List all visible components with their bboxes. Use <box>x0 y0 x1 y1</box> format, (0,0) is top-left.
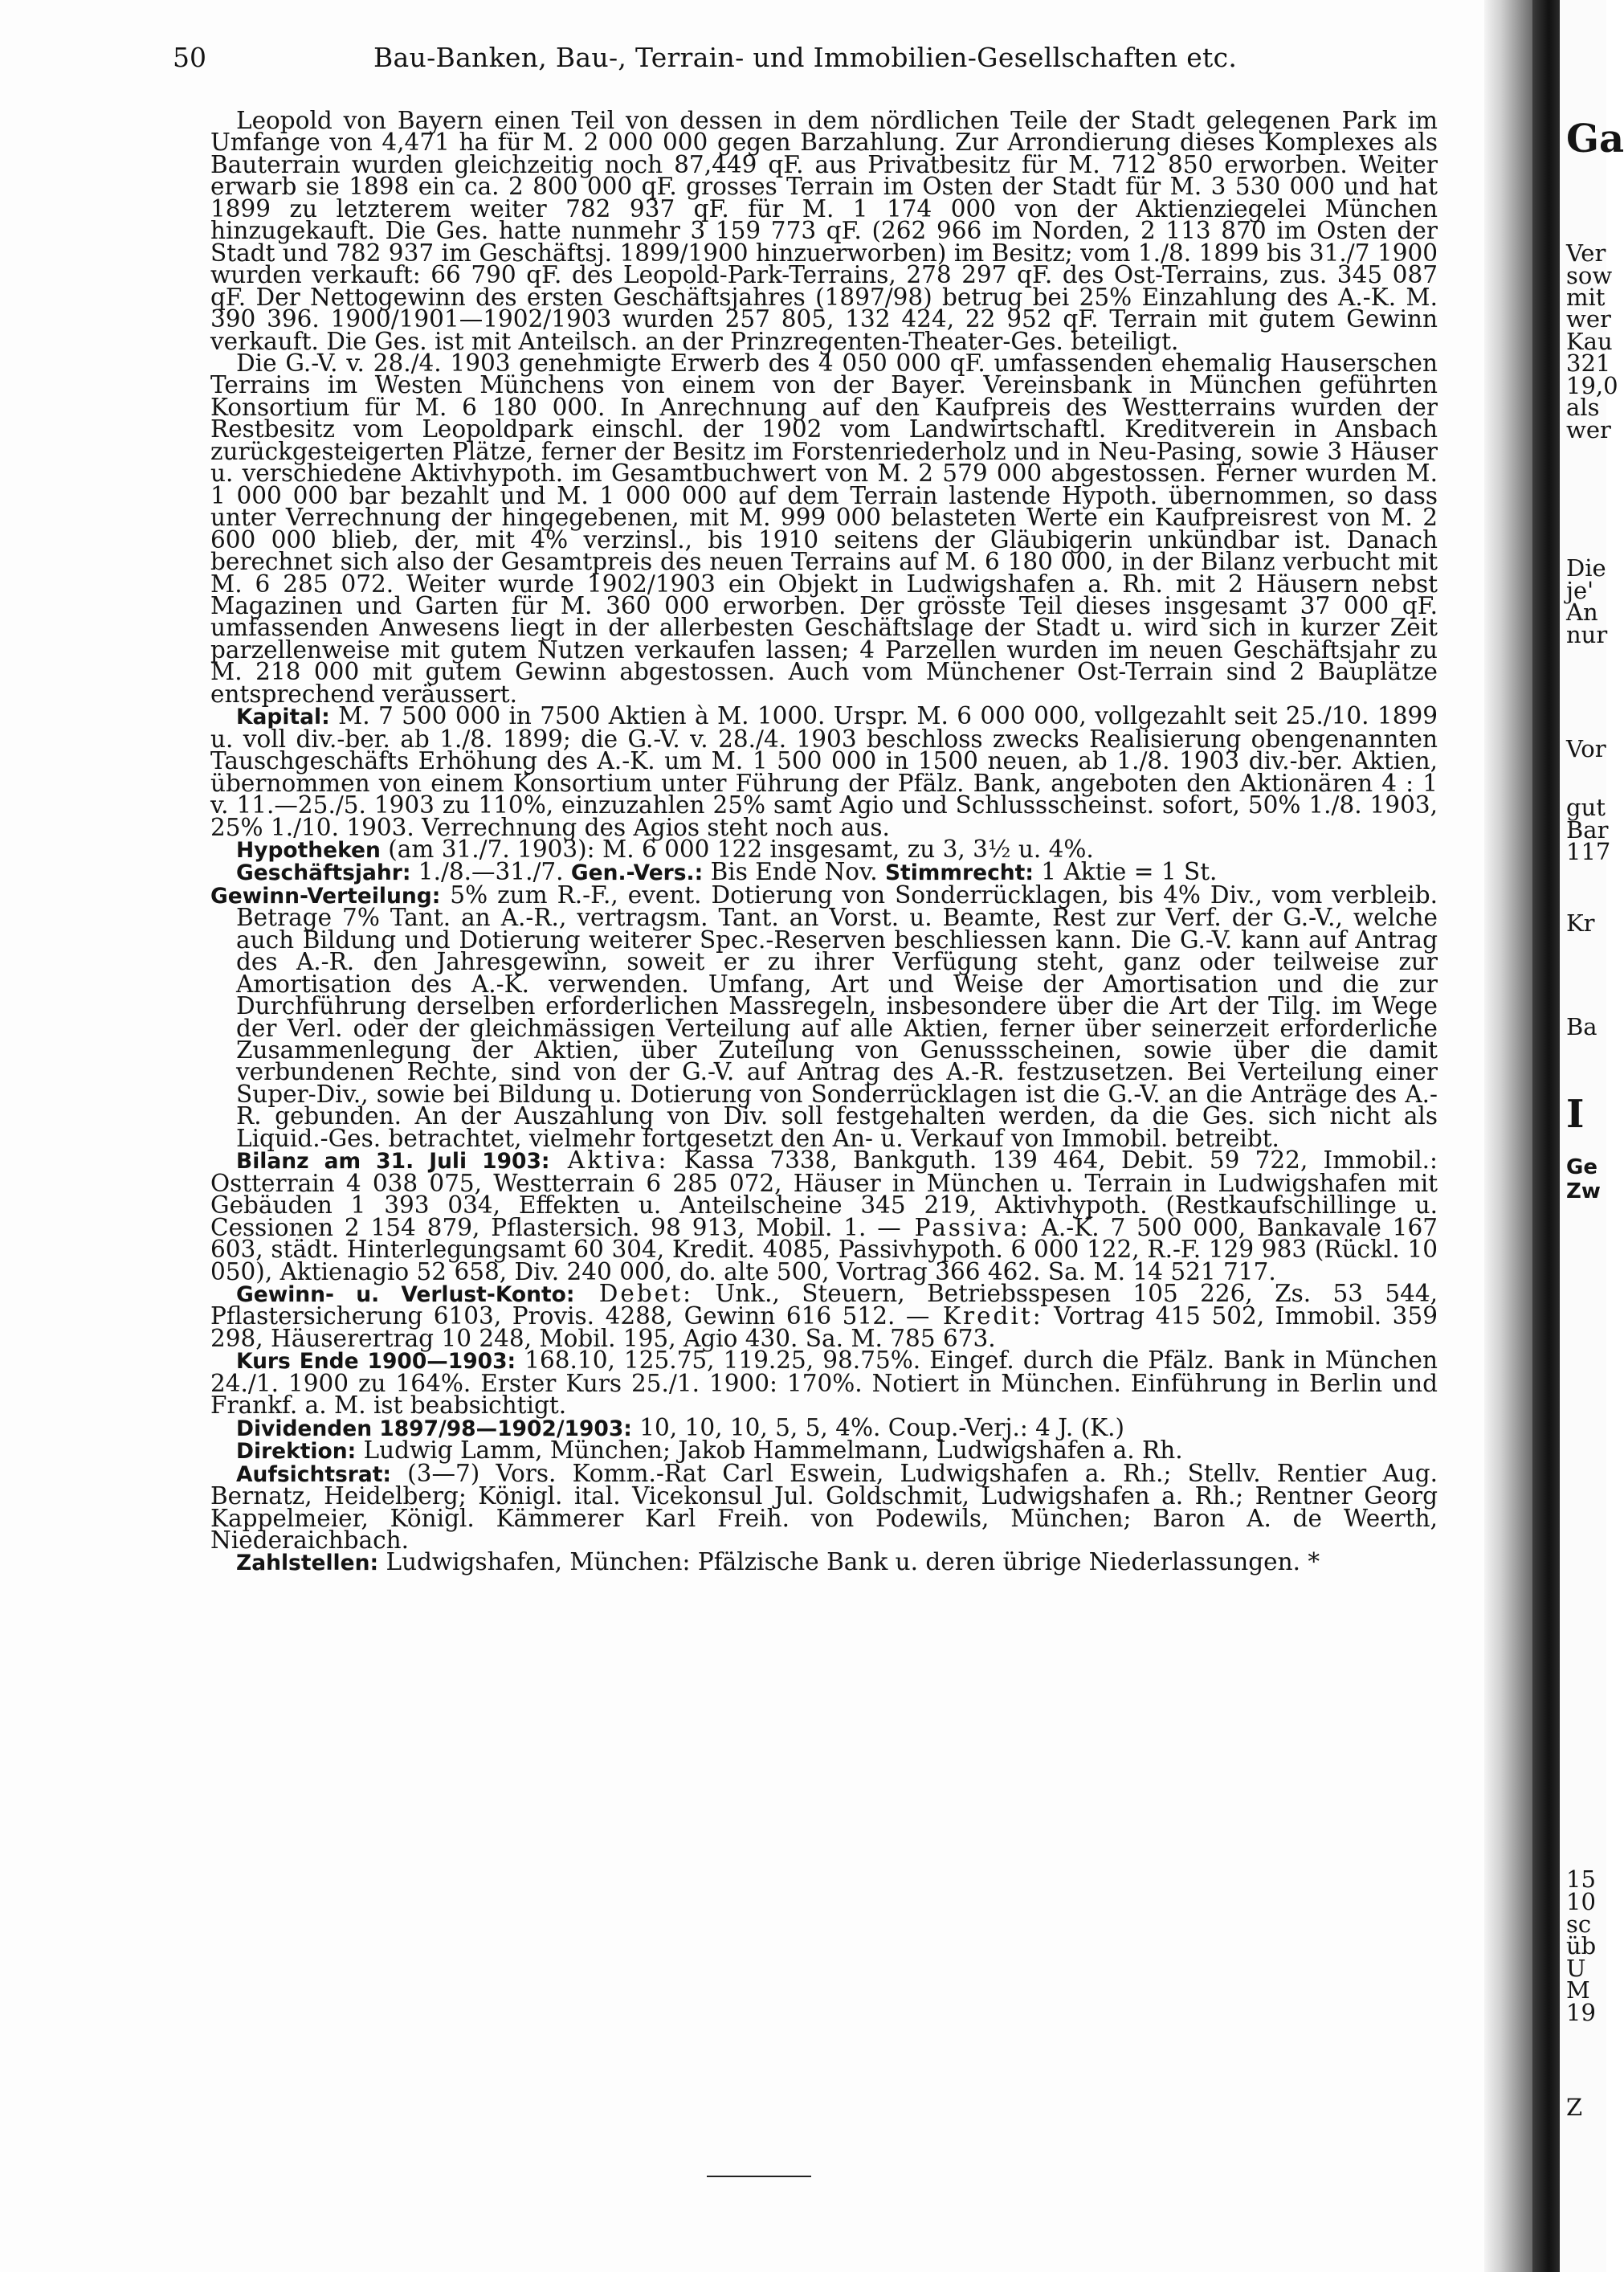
paragraph-text: Kassa 7338, Bankguth. 139 464, Debit. 59 722, Immobil.: Ostterrain 4 038 075, Westterrain 6 285 072, Häuser in München u. Terrain in Ludwigshafen mit Gebäuden 1 393 034, Effekten u. Anteilscheine 345 219, Aktivhypoth. (Restkaufschillinge u. Cessionen 2 154 879, Pflastersich. 98 913, Mobil. 1. — <box>210 1146 1438 1241</box>
entry-label: Stimmrecht: <box>884 860 1034 886</box>
paragraph-text: Unk., Steuern, Betriebsspesen 105 226, Zs. 53 544, Pflastersicherung 6103, Provis. 4288, Gewinn 616 512. — <box>210 1280 1438 1330</box>
entry-label: Zahlstellen: <box>236 1551 379 1576</box>
entry-label: Gewinn-Verteilung: <box>210 883 441 909</box>
spaced-heading: Passiva: <box>900 1213 1030 1241</box>
neighbor-line: 19,0 <box>1566 372 1618 399</box>
entry-label: Direktion: <box>236 1439 357 1465</box>
entry-label: Kapital: <box>236 705 330 730</box>
entry-label: Hypotheken <box>236 837 381 863</box>
entry-label: Geschäftsjahr: <box>236 860 411 886</box>
neighbor-line: nur <box>1566 621 1608 648</box>
neighbor-line: wer <box>1566 305 1611 333</box>
paragraph <box>210 702 1438 841</box>
neighbor-line: sow <box>1566 262 1613 289</box>
entry-label: Gen.-Vers.: <box>570 860 704 886</box>
page-number: 50 <box>173 42 206 73</box>
entry-label: Aufsichtsrat: <box>236 1461 391 1487</box>
paragraph <box>210 1146 1438 1285</box>
paragraph <box>210 1280 1438 1352</box>
paragraph-text: Bis Ende Nov. <box>703 858 885 886</box>
neighbor-line: Z <box>1566 2094 1583 2121</box>
neighbor-line: Ge <box>1566 1155 1597 1179</box>
paragraph-text: M. 7 500 000 in 7500 Aktien à M. 1000. Urspr. M. 6 000 000, vollgezahlt seit 25./10. 1899 u. voll div.-ber. ab 1./8. 1899; die G.-V. v. 28./4. 1903 beschloss zwecks Realisierung obengenannten Tauschgeschäfts Erhöhung des A.-K. um M. 1 500 000 in 1500 neuen, ab 1./8. 1903 div.-ber. Aktien, übernommen von einem Konsortium unter Führung der Pfälz. Bank, angeboten den Aktionären 4 : 1 v. 11.—25./5. 1903 zu 110%, einzuzahlen 25% samt Agio und Schlussscheinst. sofort, 50% 1./8. 1903, 25% 1./10. 1903. Verrechnung des Agios steht noch aus. <box>210 702 1438 841</box>
paragraph-text: 1./8.—31./7. <box>410 858 571 886</box>
neighbor-line: Kau <box>1566 328 1613 355</box>
neighbor-line: U <box>1566 1955 1586 1982</box>
neighbor-line: Vor <box>1566 735 1606 762</box>
neighbor-line: 19 <box>1566 1999 1596 2026</box>
book-spine <box>1532 0 1560 2272</box>
entry-label: Bilanz am 31. Juli 1903: <box>236 1149 550 1175</box>
neighbor-line: 15 <box>1566 1865 1596 1893</box>
article-body <box>210 107 1438 1576</box>
neighbor-line: Bar <box>1566 816 1609 844</box>
paragraph-text: Vortrag 415 502, Immobil. 359 298, Häuserertrag 10 248, Mobil. 195, Agio 430. Sa. M. 785 673. <box>210 1302 1438 1352</box>
neighbor-line: 10 <box>1566 1888 1596 1915</box>
paragraph-text: Leopold von Bayern einen Teil von dessen in dem nördlichen Teile der Stadt gelegenen Park im Umfange von 4,471 ha für M. 2 000 000 gegen Barzahlung. Zur Arrondierung dieses Komplexes als Bauterrain wurden gleichzeitig noch 87,449 qF. aus Privatbesitz für M. 712 850 erworben. Weiter erwarb sie 1898 ein ca. 2 800 000 qF. grosses Terrain im Osten der Stadt für M. 3 530 000 und hat 1899 zu letzterem weiter 782 937 qF. für M. 1 174 000 von der Aktienziegelei München hinzugekauft. Die Ges. hatte nunmehr 3 159 773 qF. (262 966 im Norden, 2 113 870 im Osten der Stadt und 782 937 im Geschäftsj. 1899/1900 hinzuerworben) im Besitz; vom 1./8. 1899 bis 31./7 1900 wurden verkauft: 66 790 qF. des Leopold-Park-Terrains, 278 297 qF. des Ost-Terrains, zus. 345 087 qF. Der Nettogewinn des ersten Geschäftsjahres (1897/98) betrug bei 25% Einzahlung des A.-K. M. 390 396. 1900/1901—1902/1903 wurden 257 805, 132 424, 22 952 qF. Terrain mit gutem Gewinn verkauft. Die Ges. ist mit Anteilsch. an der Prinzregenten-Theater-Ges. beteiligt. <box>210 107 1438 355</box>
neighbor-line: An <box>1566 599 1598 626</box>
neighbor-line: Die <box>1566 554 1606 582</box>
spaced-heading: Aktiva: <box>549 1146 669 1175</box>
paragraph-text: 5% zum R.-F., event. Dotierung von Sonderrücklagen, bis 4% Div., vom verbleib. Betrage 7% Tant. an A.-R., vertragsm. Tant. an Vorst. u. Beamte, Rest zur Verf. der G.-V., welche auch Bildung und Dotierung weiterer Spec.-Reserven beschliessen kann. Die G.-V. kann auf Antrag des A.-R. den Jahresgewinn, soweit er zu ihrer Verfügung steht, ganz oder teilweise zur Amortisation des A.-K. verwenden. Umfang, Art und Weise der Amortisation und die zur Durchführung derselben erforderlichen Massregeln, insbesondere über die Art der Tilg. im Wege der Verl. oder der gleichmässigen Verteilung auf alle Aktien, ferner über seinerzeit erforderliche Zusammenlegung der Aktien, über Zuteilung von Genussscheinen, sowie über die damit verbundenen Rechte, sind von der G.-V. auf Antrag des A.-R. festzusetzen. Bei Verteilung einer Super-Div., sowie bei Bildung u. Dotierung von Sonderrücklagen ist die G.-V. an die Anträge des A.-R. gebunden. An der Auszahlung von Div. soll festgehalten werden, da die Ges. sich nicht als Liquid.-Ges. betrachtet, vielmehr fortgesetzt den An- u. Verkauf von Immobil. betreibt. <box>236 881 1438 1152</box>
neighbor-line: üb <box>1566 1932 1597 1959</box>
paragraph-text: Ludwigshafen, München: Pfälzische Bank u. deren übrige Niederlassungen. * <box>378 1548 1320 1576</box>
paragraph-text: A.-K. 7 500 000, Bankavale 167 603, städt. Hinterlegungsamt 60 304, Kredit. 4085, Passivhypoth. 6 000 122, R.-F. 129 983 (Rückl. 10 050), Aktienagio 52 658, Div. 240 000, do. alte 500, Vortrag 366 462. Sa. M. 14 521 717. <box>210 1213 1438 1285</box>
neighbor-line: 321 <box>1566 349 1611 377</box>
paragraph <box>210 349 1438 708</box>
paragraph-text: (3—7) Vors. Komm.-Rat Carl Eswein, Ludwigshafen a. Rh.; Stellv. Rentier Aug. Bernatz, Heidelberg; Königl. ital. Vicekonsul Jul. Goldschmit, Ludwigshafen a. Rh.; Rentner Georg Kappelmeier, Königl. Kämmerer Karl Freih. von Podewils, München; Baron A. de Weerth, Niederaichbach. <box>210 1459 1438 1554</box>
paragraph-text: Ludwig Lamm, München; Jakob Hammelmann, Ludwigshafen a. Rh. <box>356 1436 1183 1465</box>
neighbor-line: Kr <box>1566 909 1595 937</box>
paragraph <box>210 881 1438 1152</box>
paragraph-text: 1 Aktie = 1 St. <box>1033 858 1218 886</box>
neighbor-line: je' <box>1566 577 1594 604</box>
end-rule <box>707 2176 811 2177</box>
neighbor-page-text <box>1566 0 1624 2272</box>
paragraph-text: Die G.-V. v. 28./4. 1903 genehmigte Erwerb des 4 050 000 qF. umfassenden ehemalig Hauserschen Terrains im Westen Münchens von einem von der Bayer. Vereinsbank in München geführten Konsortium für M. 6 180 000. In Anrechnung auf den Kaufpreis des Westterrains wurden der Restbesitz vom Leopoldpark einschl. der 1902 vom Landwirtschaftl. Kreditverein in Ansbach zurückgesteigerten Plätze, ferner der Besitz im Forstenriederholz und in Neu-Pasing, sowie 3 Häuser u. verschiedene Aktivhypoth. im Gesamtbuchwert von M. 2 579 000 abgestossen. Ferner wurden M. 1 000 000 bar bezahlt und M. 1 000 000 auf dem Terrain lastende Hypoth. übernommen, so dass unter Verrechnung der hingegebenen, mit M. 999 000 belasteten Werte ein Kaufpreisrest von M. 2 600 000 blieb, der, mit 4% verzinsl., bis 1910 seitens der Gläubigerin unkündbar ist. Danach berechnet sich also der Gesamtpreis des neuen Terrains auf M. 6 180 000, in der Bilanz verbucht mit M. 6 285 072. Weiter wurde 1902/1903 ein Objekt in Ludwigshafen a. Rh. mit 2 Häusern nebst Magazinen und Garten für M. 360 000 erworben. Der grösste Teil dieses insgesamt 37 000 qF. umfassenden Anwesens liegt in der allerbesten Geschäftslage der Stadt u. wird sich in kurzer Zeit parzellenweise mit gutem Nutzen verkaufen lassen; 4 Parzellen wurden im neuen Geschäftsjahr zu M. 218 000 mit gutem Gewinn abgestossen. Auch vom Münchener Ost-Terrain sind 2 Bauplätze entsprechend veräussert. <box>210 349 1438 708</box>
paragraph-text: (am 31./7. 1903): M. 6 000 122 insgesamt, zu 3, 3½ u. 4%. <box>380 835 1094 863</box>
neighbor-line: Ba <box>1566 1013 1597 1040</box>
neighbor-line: als <box>1566 394 1600 421</box>
neighbor-line: Zw <box>1566 1179 1601 1203</box>
spaced-heading: Debet: <box>574 1280 694 1308</box>
running-head <box>173 42 1426 77</box>
neighbor-line: gut <box>1566 794 1606 821</box>
entry-label: Dividenden 1897/98—1902/1903: <box>236 1416 632 1441</box>
paragraph <box>210 107 1438 355</box>
neighbor-line: Ver <box>1566 239 1606 267</box>
paragraph <box>210 1548 1438 1576</box>
spaced-heading: Kredit: <box>929 1302 1043 1330</box>
neighbor-line: sc <box>1566 1910 1592 1938</box>
neighbor-line: wer <box>1566 416 1611 443</box>
neighbor-line: Ga <box>1566 116 1624 161</box>
entry-label: Gewinn- u. Verlust-Konto: <box>236 1282 575 1308</box>
running-title: Bau-Banken, Bau-, Terrain- und Immobilien-Gesellschaften etc. <box>373 42 1238 73</box>
paragraph-text: 168.10, 125.75, 119.25, 98.75%. Eingef. durch die Pfälz. Bank in München 24./1. 1900 zu 164%. Erster Kurs 25./1. 1900: 170%. Notiert in München. Einführung in Berlin und Frankf. a. M. ist beabsichtigt. <box>210 1346 1438 1420</box>
paragraph <box>210 1346 1438 1420</box>
entry-label: Kurs Ende 1900—1903: <box>236 1349 516 1375</box>
neighbor-line: mit <box>1566 284 1606 311</box>
neighbor-line: I <box>1566 1092 1585 1137</box>
paragraph-text: 10, 10, 10, 5, 5, 4%. Coup.-Verj.: 4 J. (K.) <box>631 1413 1125 1441</box>
neighbor-line: 117 <box>1566 838 1611 865</box>
page-gutter-shadow <box>1484 0 1532 2272</box>
paragraph <box>210 1459 1438 1554</box>
neighbor-line: M <box>1566 1976 1590 2004</box>
